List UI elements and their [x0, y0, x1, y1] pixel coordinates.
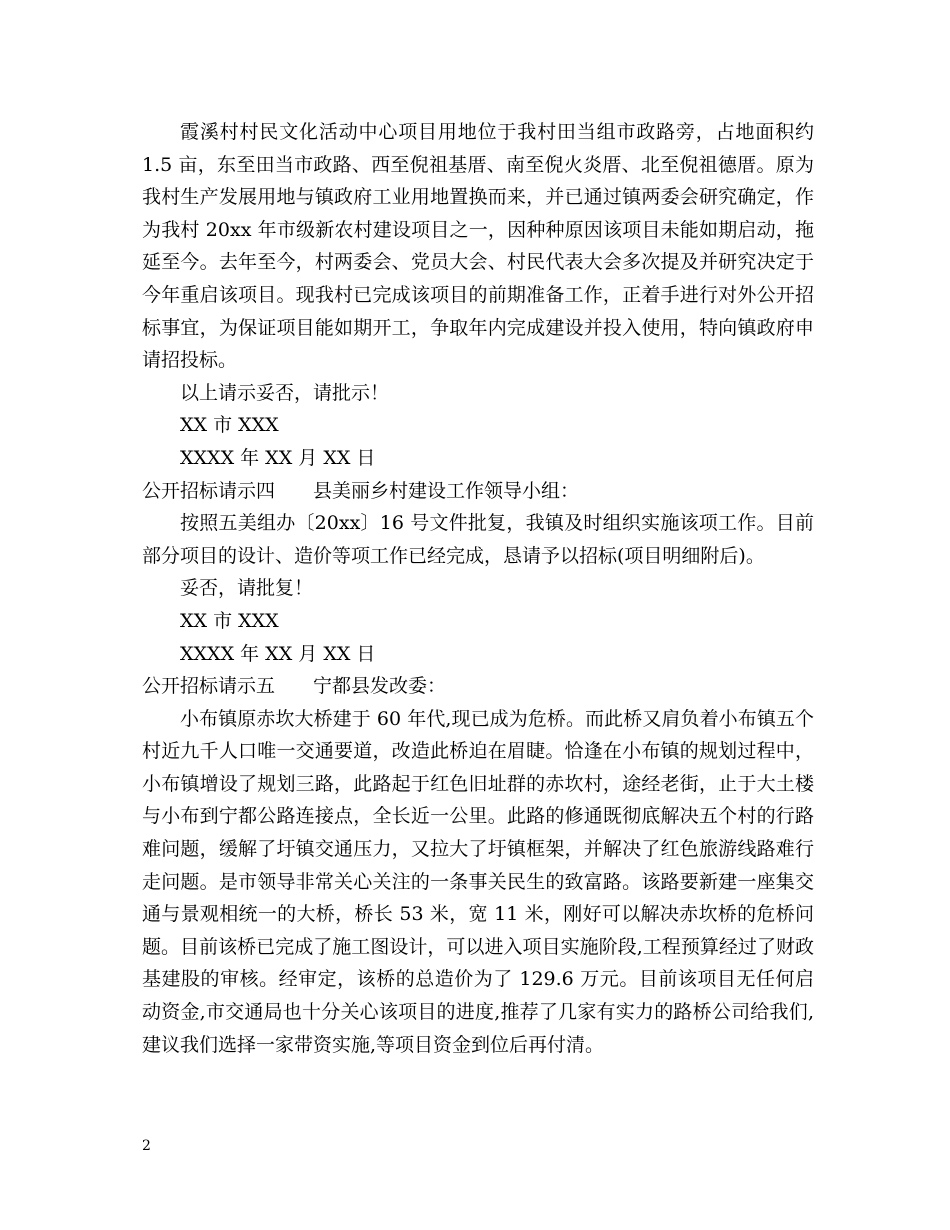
document-body: [142, 116, 814, 1061]
paragraph-request-reply: 妥否，请批复！: [180, 577, 314, 600]
paragraph-project-description: 霞溪村村民文化活动中心项目用地位于我村田当组市政路旁，占地面积约 1.5 亩，东至田当市政路、西至倪祖基厝、南至倪火炎厝、北至倪祖德厝。原为我村生产发展用地与镇政府工业用地置换而来，并已通过镇两委会研究确定，作为我村 20xx 年市级新农村建设项目之一，因种种原因该项目未能如期启动，拖延至今。去年至今，村两委会、党员大会、村民代表大会多次提及并研究决定于今年重启该项目。现我村已完成该项目的前期准备工作，正着手进行对外公开招标事宜，为保证项目能如期开工，争取年内完成建设并投入使用，特向镇政府申请招投标。: [142, 121, 814, 372]
signature-issuer: XX 市 XXX: [180, 414, 279, 437]
paragraph-approval-request: 按照五美组办〔20xx〕16 号文件批复，我镇及时组织实施该项工作。目前部分项目的设计、造价等项工作已经完成，恳请予以招标(项目明细附后)。: [142, 512, 814, 567]
paragraph-request-approval: 以上请示妥否，请批示！: [180, 381, 390, 404]
signature-date: XXXX 年 XX 月 XX 日: [180, 642, 376, 665]
section-heading-four: 公开招标请示四 县美丽乡村建设工作领导小组：: [142, 479, 580, 502]
page-number: 2: [142, 1138, 151, 1154]
paragraph-bridge-project: 小布镇原赤坎大桥建于 60 年代,现已成为危桥。而此桥又肩负着小布镇五个村近九千人口唯一交通要道，改造此桥迫在眉睫。恰逢在小布镇的规划过程中，小布镇增设了规划三路，此路起于红色旧址群的赤坎村，途经老街，止于大土楼与小布到宁都公路连接点，全长近一公里。此路的修通既彻底解决五个村的行路难问题，缓解了圩镇交通压力，又拉大了圩镇框架，并解决了红色旅游线路难行走问题。是市领导非常关心关注的一条事关民生的致富路。该路要新建一座集交通与景观相统一的大桥，桥长 53 米，宽 11 米，刚好可以解决赤坎桥的危桥问题。目前该桥已完成了施工图设计，可以进入项目实施阶段,工程预算经过了财政基建股的审核。经审定，该桥的总造价为了 129.6 万元。目前该项目无任何启动资金,市交通局也十分关心该项目的进度,推荐了几家有实力的路桥公司给我们,建议我们选择一家带资实施,等项目资金到位后再付清。: [142, 707, 814, 1056]
signature-date: XXXX 年 XX 月 XX 日: [180, 446, 376, 469]
section-heading-five: 公开招标请示五 宁都县发改委：: [142, 675, 447, 698]
signature-issuer: XX 市 XXX: [180, 609, 279, 632]
